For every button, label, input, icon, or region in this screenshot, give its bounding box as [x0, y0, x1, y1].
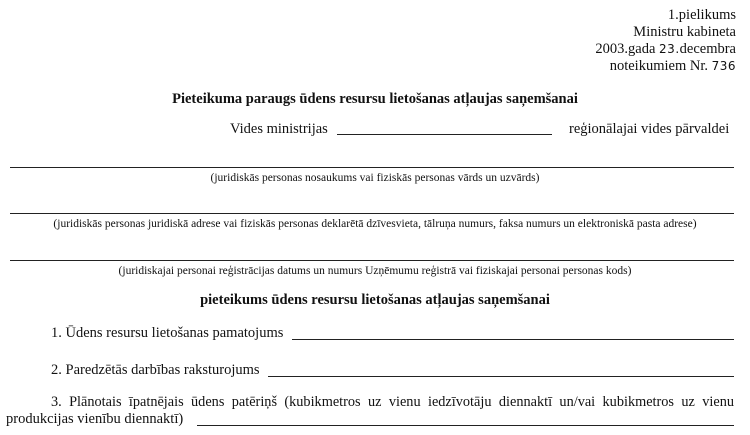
- annex-regulation-label: noteikumiem Nr.: [609, 58, 708, 74]
- registration-field-line[interactable]: [10, 260, 734, 261]
- item-2-label: 2. Paredzētās darbības raksturojums: [51, 362, 260, 378]
- registration-caption: (juridiskajai personai reģistrācijas datums un numurs Uzņēmumu reģistrā vai fiziskajai personai personas kods): [118, 265, 632, 277]
- applicant-name-caption: (juridiskās personas nosaukums vai fiziskās personas vārds un uzvārds): [210, 172, 540, 184]
- addressee-office-label: reģionālajai vides pārvaldei: [569, 121, 730, 137]
- applicant-address-caption: (juridiskās personas juridiskā adrese vai fiziskās personas deklarētā dzīvesvieta, tālruņa numurs, faksa numurs un elektroniskā pasta adrese): [53, 218, 697, 230]
- item-3-field-line[interactable]: [197, 425, 734, 426]
- applicant-name-field-line[interactable]: [10, 167, 734, 168]
- page-title: Pieteikuma paraugs ūdens resursu lietošanas atļaujas saņemšanai: [172, 91, 578, 107]
- annex-line-3: [595, 42, 736, 57]
- section-subtitle: pieteikums ūdens resursu lietošanas atļaujas saņemšanai: [200, 292, 550, 308]
- annex-handwritten-day: 23.: [659, 42, 680, 56]
- item-3-label-line-2: produkcijas vienību diennaktī): [6, 411, 184, 427]
- applicant-address-field-line[interactable]: [10, 213, 734, 214]
- item-3-label-line-1: 3. Plānotais īpatnējais ūdens patēriņš (kubikmetros uz vienu iedzīvotāju diennaktī un/vai kubikmetros uz vienu: [51, 394, 734, 410]
- regional-office-field-line[interactable]: [337, 134, 552, 135]
- annex-month: decembra: [679, 41, 736, 57]
- annex-line-4: [610, 59, 736, 74]
- annex-line-1: 1.pielikums: [667, 7, 736, 23]
- annex-line-2: Ministru kabineta: [633, 24, 736, 40]
- annex-year: 2003.gada: [595, 41, 656, 57]
- annex-handwritten-number: 736: [711, 59, 736, 73]
- item-2-field-line[interactable]: [268, 376, 734, 377]
- addressee-ministry-label: Vides ministrijas: [230, 121, 328, 137]
- item-1-field-line[interactable]: [292, 339, 734, 340]
- item-1-label: 1. Ūdens resursu lietošanas pamatojums: [51, 325, 284, 341]
